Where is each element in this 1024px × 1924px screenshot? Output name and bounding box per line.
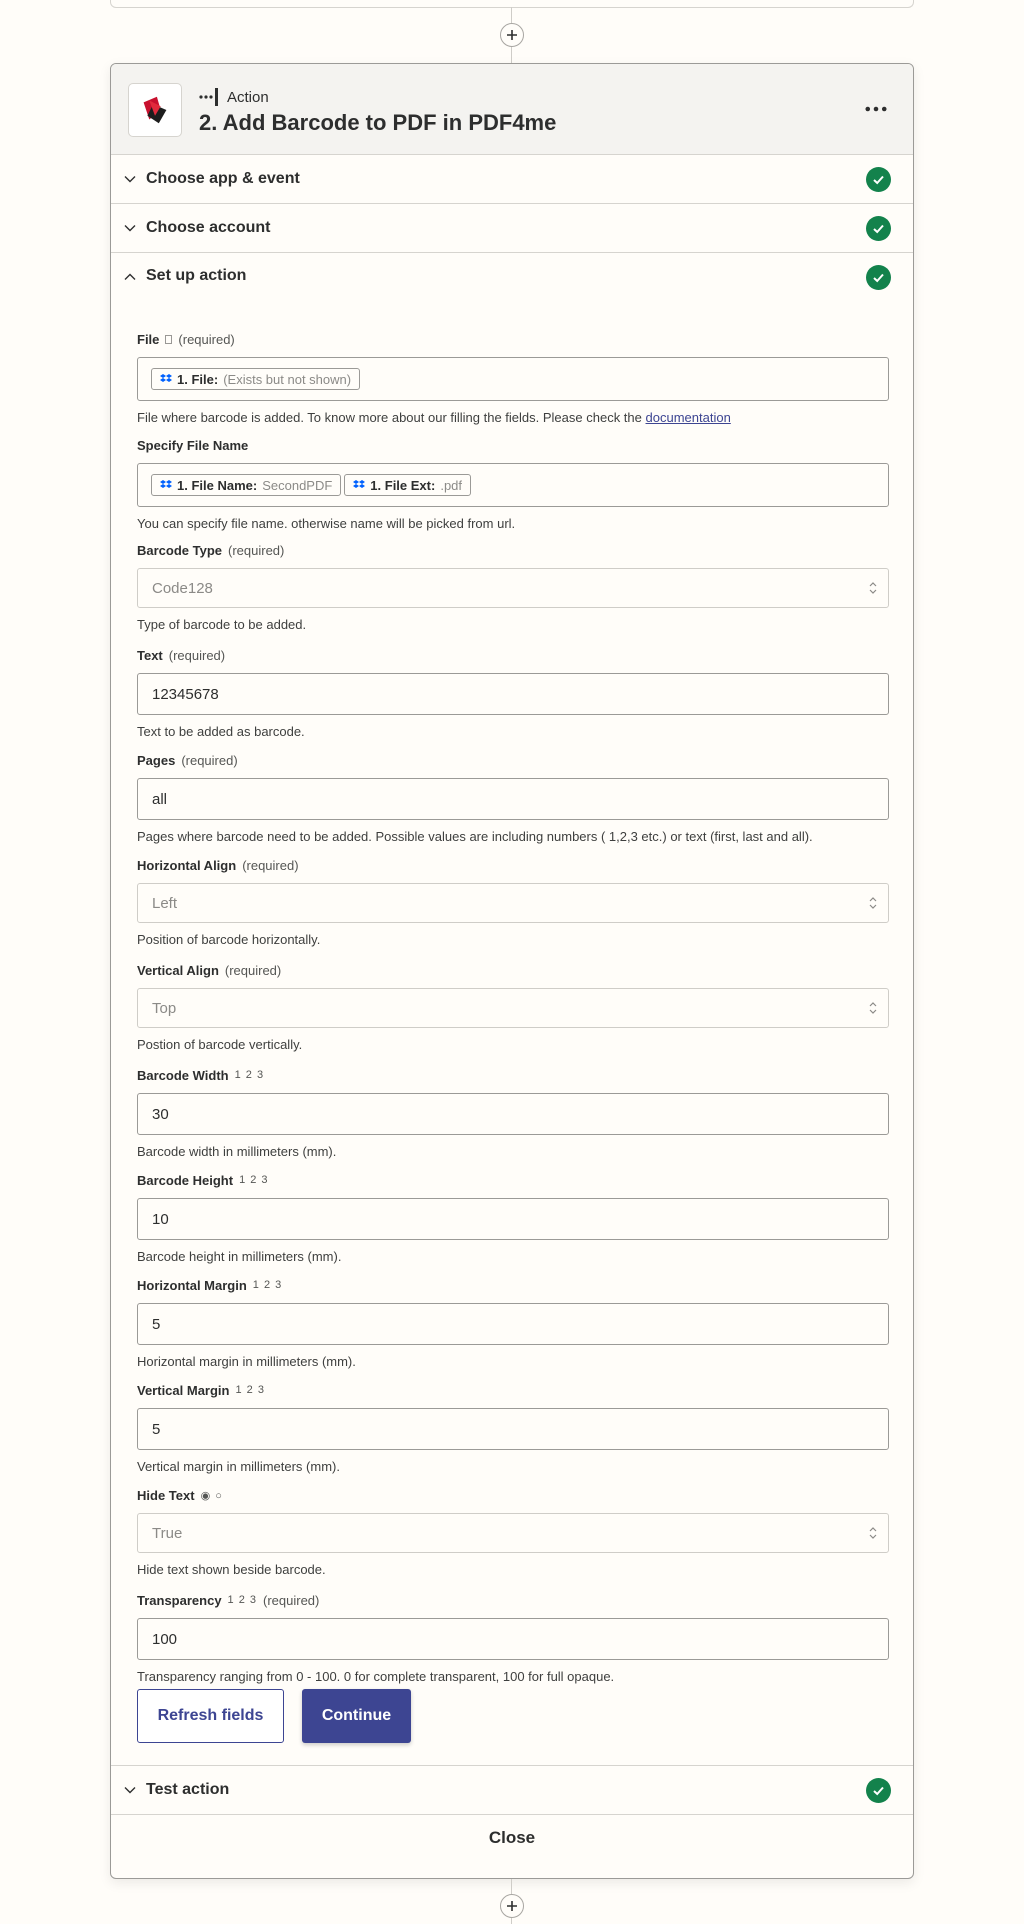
required-label: (required) xyxy=(228,542,285,558)
check-circle-icon xyxy=(866,1778,891,1803)
field-label: Hide Text xyxy=(137,1487,195,1503)
number-type-hint: 1 2 3 xyxy=(235,1384,265,1396)
step-title: 2. Add Barcode to PDF in PDF4me xyxy=(199,110,557,135)
check-circle-icon xyxy=(866,167,891,192)
dropbox-icon xyxy=(160,374,172,384)
field-help: Postion of barcode vertically. xyxy=(137,1037,303,1052)
field-label: Vertical Margin xyxy=(137,1382,230,1398)
horizontal-margin-field xyxy=(137,1277,889,1369)
horizontal-margin-input[interactable]: 5 xyxy=(137,1303,889,1345)
barcode-height-input[interactable]: 10 xyxy=(137,1198,889,1240)
documentation-link[interactable]: documentation xyxy=(645,410,731,425)
field-label: Barcode Height xyxy=(137,1172,234,1188)
file-input[interactable] xyxy=(137,357,889,401)
chevron-up-icon xyxy=(123,270,137,284)
section-choose-account[interactable] xyxy=(111,204,913,253)
updown-chevron-icon xyxy=(868,579,878,597)
more-options-button[interactable] xyxy=(861,94,891,124)
field-help: Type of barcode to be added. xyxy=(137,617,307,632)
updown-chevron-icon xyxy=(868,894,878,912)
number-type-hint: 1 2 3 xyxy=(252,1279,283,1291)
field-label: Barcode Type xyxy=(137,542,223,558)
section-choose-app[interactable] xyxy=(111,155,913,204)
section-title: Choose app & event xyxy=(146,170,300,187)
barcode-type-select[interactable]: Code128 xyxy=(137,568,889,608)
field-help: Vertical margin in millimeters (mm). xyxy=(137,1459,340,1474)
dropbox-icon xyxy=(160,480,172,490)
file-field xyxy=(137,331,889,425)
horizontal-align-field xyxy=(137,857,889,947)
section-test-action[interactable] xyxy=(111,1766,913,1815)
continue-button[interactable]: Continue xyxy=(302,1689,411,1743)
previous-step-card-edge xyxy=(110,0,914,8)
check-circle-icon xyxy=(866,216,891,241)
field-help: Transparency ranging from 0 - 100. 0 for complete transparent, 100 for full opaque. xyxy=(137,1669,615,1684)
file-name-field xyxy=(137,437,889,531)
required-label: (required) xyxy=(224,962,282,978)
section-title: Set up action xyxy=(146,267,247,284)
field-help: File where barcode is added. To know more about our filling the fields. Please check the documentation xyxy=(137,410,731,425)
action-step-card xyxy=(110,63,914,1879)
vertical-align-select[interactable]: Top xyxy=(137,988,889,1028)
barcode-height-field xyxy=(137,1172,889,1264)
hide-text-field xyxy=(137,1487,889,1577)
required-label: (required) xyxy=(168,647,226,663)
setup-action-header[interactable] xyxy=(111,253,913,302)
text-field xyxy=(137,647,889,739)
section-title: Choose account xyxy=(146,219,271,236)
barcode-width-input[interactable]: 30 xyxy=(137,1093,889,1135)
check-circle-icon xyxy=(866,265,891,290)
vertical-margin-input[interactable]: 5 xyxy=(137,1408,889,1450)
mapped-value-pill[interactable]: 1. File: (Exists but not shown) xyxy=(151,368,360,390)
required-label: (required) xyxy=(181,752,238,768)
vertical-margin-field xyxy=(137,1382,889,1474)
pdf4me-logo-icon xyxy=(128,83,182,137)
barcode-width-field xyxy=(137,1067,889,1159)
field-help: Barcode width in millimeters (mm). xyxy=(137,1144,337,1159)
field-help: Horizontal margin in millimeters (mm). xyxy=(137,1354,356,1369)
hide-text-select[interactable]: True xyxy=(137,1513,889,1553)
pages-input[interactable]: all xyxy=(137,778,889,820)
add-step-plus-icon[interactable] xyxy=(500,23,524,47)
refresh-fields-button[interactable]: Refresh fields xyxy=(137,1689,284,1743)
action-step-icon xyxy=(199,88,219,106)
number-type-hint: 1 2 3 xyxy=(239,1174,269,1186)
dropbox-icon xyxy=(353,480,365,490)
field-label: Specify File Name xyxy=(137,437,249,453)
chevron-down-icon xyxy=(123,221,137,235)
field-label: Transparency xyxy=(137,1592,222,1608)
close-button[interactable]: Close xyxy=(488,1828,536,1847)
field-label: File xyxy=(137,331,160,347)
pages-field xyxy=(137,752,889,844)
field-label: Text xyxy=(137,647,163,663)
mapped-value-pill[interactable]: 1. File Ext: .pdf xyxy=(344,474,471,496)
field-help: You can specify file name. otherwise name will be picked from url. xyxy=(137,516,516,531)
horizontal-align-select[interactable]: Left xyxy=(137,883,889,923)
step-header xyxy=(111,64,913,155)
field-help: Hide text shown beside barcode. xyxy=(137,1562,326,1577)
chevron-down-icon xyxy=(123,1783,137,1797)
number-type-hint: 1 2 3 xyxy=(234,1069,265,1081)
field-help: Pages where barcode need to be added. Possible values are including numbers ( 1,2,3 etc.) or text (first, last and all). xyxy=(137,829,813,844)
field-label: Vertical Align xyxy=(137,962,219,978)
section-setup-action xyxy=(111,253,913,1766)
field-label: Horizontal Align xyxy=(137,857,237,873)
step-kind xyxy=(199,88,269,106)
vertical-align-field xyxy=(137,962,889,1052)
more-horizontal-icon xyxy=(865,106,887,112)
field-label: Barcode Width xyxy=(137,1067,229,1083)
field-help: Barcode height in millimeters (mm). xyxy=(137,1249,342,1264)
updown-chevron-icon xyxy=(868,999,878,1017)
add-step-plus-icon[interactable] xyxy=(500,1894,524,1918)
transparency-input[interactable]: 100 xyxy=(137,1618,889,1660)
chevron-down-icon xyxy=(123,172,137,186)
required-label: (required) xyxy=(242,857,299,873)
field-help: Text to be added as barcode. xyxy=(137,724,305,739)
required-label: (required) xyxy=(263,1592,320,1608)
action-buttons xyxy=(137,1689,411,1743)
file-name-input[interactable] xyxy=(137,463,889,507)
field-help: Position of barcode horizontally. xyxy=(137,932,321,947)
section-title: Test action xyxy=(146,1781,230,1798)
file-type-icon xyxy=(165,335,172,344)
mapped-value-pill[interactable]: 1. File Name: SecondPDF xyxy=(151,474,341,496)
barcode-type-field xyxy=(137,542,889,632)
updown-chevron-icon xyxy=(868,1524,878,1542)
field-label: Horizontal Margin xyxy=(137,1277,247,1293)
text-input[interactable]: 12345678 xyxy=(137,673,889,715)
transparency-field xyxy=(137,1592,889,1684)
number-type-hint: 1 2 3 xyxy=(227,1594,258,1606)
step-kind-label: Action xyxy=(227,88,269,106)
required-label: (required) xyxy=(178,331,235,347)
field-label: Pages xyxy=(137,752,176,768)
boolean-type-hint: ◉ ○ xyxy=(200,1489,223,1502)
